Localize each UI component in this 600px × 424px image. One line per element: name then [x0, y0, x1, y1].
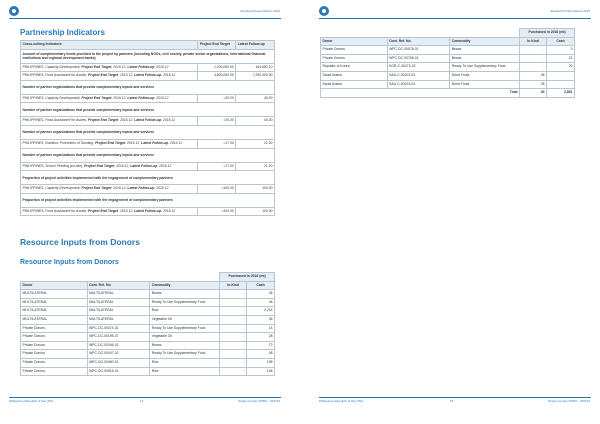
contract-ref-cell: MULTILATERAL	[87, 298, 150, 307]
column-header: Cont. Ref. No.	[87, 281, 150, 290]
table-row	[21, 350, 275, 359]
followup-label: Latest Follow-up	[134, 118, 162, 123]
target-date: 2016.12	[119, 118, 133, 123]
indicator-label: Number of partner organizations that provide complementary inputs and services	[21, 103, 275, 117]
footer-project: Single Country PRRO - 200743	[548, 399, 590, 403]
table-row	[321, 71, 575, 80]
resource-header-row	[21, 281, 275, 290]
followup-label: Latest Follow-up	[130, 163, 158, 168]
inkind-cell: 35	[520, 71, 547, 80]
inkind-cell: -	[220, 358, 247, 367]
followup-label: Latest Follow-up	[127, 95, 155, 100]
resource-subheading: Resource Inputs from Donors	[20, 259, 119, 266]
indicator-row	[21, 103, 275, 117]
cash-cell: 36	[247, 315, 275, 324]
target-value: =100.00	[198, 185, 236, 194]
commodity-cell: Beans	[150, 290, 220, 299]
table-row	[21, 333, 275, 342]
table-row	[321, 54, 575, 63]
contract-ref-cell: WPC-DC-00460-01	[87, 358, 150, 367]
target-date: 2016.12	[127, 140, 140, 145]
commodity-cell: Beans	[450, 54, 520, 63]
left-page	[0, 0, 290, 424]
footer-rule	[9, 397, 281, 398]
donor-cell: Private Donors	[321, 46, 388, 55]
cash-cell: 14	[247, 324, 275, 333]
contract-ref-cell: WPC-DC-00195-07	[87, 333, 150, 342]
activity-cell: PHILIPPINES, School Feeding (on-site), Project End Target: 2016.12, Latest Follow-up: 2016.12	[21, 162, 198, 171]
activity-name: PHILIPPINES, Food Assistance for Assets	[22, 73, 87, 78]
activity-cell: PHILIPPINES, Capacity Development, Project End Target: 2016.12, Latest Follow-up: 2016.12	[21, 94, 198, 103]
column-header: In-Kind	[520, 37, 547, 46]
followup-label: Latest Follow-up	[127, 64, 155, 69]
cash-cell: 46	[247, 298, 275, 307]
inkind-cell: -	[520, 46, 547, 55]
inkind-cell: 35	[520, 80, 547, 89]
target-date: 2016.12	[113, 64, 126, 69]
table-row	[21, 315, 275, 324]
contract-ref-cell: WPC-DC-00447-02	[87, 350, 150, 359]
activity-name: PHILIPPINES, Capacity Development	[22, 186, 80, 191]
indicator-row	[21, 171, 275, 185]
table-row	[21, 358, 275, 367]
header-rule	[319, 18, 591, 19]
footer-country: Philippines (Republic of the) (PH)	[319, 399, 364, 403]
contract-ref-cell: WPC-DC-00578-01	[387, 46, 450, 55]
donor-cell: MULTILATERAL	[21, 290, 88, 299]
contract-ref-cell: WPC-DC-00474-01	[87, 324, 150, 333]
activity-name: PHILIPPINES, School Feeding (on-site)	[22, 163, 83, 168]
donor-cell: Private Donors	[21, 358, 88, 367]
target-value: =17.00	[198, 139, 236, 148]
donor-cell: MULTILATERAL	[21, 315, 88, 324]
donor-cell: MULTILATERAL	[21, 298, 88, 307]
cash-cell: 72	[247, 341, 275, 350]
donor-cell: Private Donors	[21, 324, 88, 333]
column-header: Commodity	[150, 281, 220, 290]
target-date: 2016.12	[119, 208, 133, 213]
footer-rule	[319, 397, 591, 398]
followup-value: 40.00	[236, 117, 275, 126]
table-row	[21, 341, 275, 350]
donor-cell: Private Donors	[21, 333, 88, 342]
table-row	[21, 298, 275, 307]
cash-cell: -	[547, 71, 575, 80]
total-row	[321, 89, 575, 98]
inkind-cell: -	[520, 54, 547, 63]
commodity-cell: Ready To Use Supplementary Food	[450, 63, 520, 72]
activity-row	[21, 63, 275, 72]
inkind-cell: -	[220, 315, 247, 324]
resource-header-row	[321, 37, 575, 46]
table-row	[21, 290, 275, 299]
purchased-row	[21, 273, 275, 282]
indicator-row	[21, 148, 275, 162]
cash-cell: 21	[547, 54, 575, 63]
followup-date: 2016.12	[162, 73, 176, 78]
target-value: =17.00	[198, 162, 236, 171]
target-value: =20.00	[198, 94, 236, 103]
inkind-cell: -	[220, 341, 247, 350]
partnership-body	[21, 49, 275, 216]
followup-date: 2016.12	[169, 140, 183, 145]
commodity-cell: Rice	[150, 358, 220, 367]
contract-ref-cell: SAU-C-00103-04	[387, 80, 450, 89]
resource-body	[21, 290, 275, 376]
inkind-cell: -	[220, 367, 247, 376]
target-date: 2016.12	[113, 95, 126, 100]
indicator-label: Number of partner organizations that provide complementary inputs and services	[21, 125, 275, 139]
target-label: Project End Target	[95, 140, 126, 145]
inkind-cell: -	[220, 298, 247, 307]
indicator-label: Proportion of project activities implemented with the engagement of complementary partners	[21, 193, 275, 207]
column-header: Donor	[321, 37, 388, 46]
activity-cell: PHILIPPINES, Food Assistance for Assets, Project End Target: 2016.12, Latest Follow-up: 2016.12	[21, 117, 198, 126]
commodity-cell: Vegetable Oil	[150, 333, 220, 342]
cash-cell: -	[547, 80, 575, 89]
commodity-cell: Rice	[150, 307, 220, 316]
table-row	[321, 63, 575, 72]
resource-heading: Resource Inputs from Donors	[20, 237, 140, 247]
indicator-row	[21, 80, 275, 94]
right-page	[310, 0, 600, 424]
followup-value: 7,290,000.00	[236, 72, 275, 81]
target-value: =20.00	[198, 117, 236, 126]
column-header: Cross-cutting Indicators	[21, 41, 198, 50]
indicator-label: Proportion of project activities implemented with the engagement of complementary partners	[21, 171, 275, 185]
column-header: Cash	[247, 281, 275, 290]
followup-label: Latest Follow-up	[141, 140, 169, 145]
resource-table	[20, 272, 275, 376]
table-row	[21, 367, 275, 376]
target-label: Project End Target	[88, 208, 119, 213]
activity-cell: PHILIPPINES, Capacity Development, Project End Target: 2016.12, Latest Follow-up: 2016.12	[21, 63, 198, 72]
activity-row	[21, 207, 275, 216]
activity-row	[21, 72, 275, 81]
cash-cell: 2,214	[247, 307, 275, 316]
followup-label: Latest Follow-up	[134, 208, 162, 213]
followup-date: 2016.12	[156, 64, 169, 69]
target-value: 1,200,000.00	[198, 63, 236, 72]
cash-cell: 48	[247, 350, 275, 359]
target-date: 2016.12	[116, 163, 129, 168]
followup-date: 2016.12	[156, 186, 169, 191]
table-row	[21, 324, 275, 333]
footer-country: Philippines (Republic of the) (PH)	[9, 399, 54, 403]
target-label: Project End Target	[88, 73, 119, 78]
column-header: Commodity	[450, 37, 520, 46]
partnership-title: Partnership Indicators	[20, 28, 105, 37]
activity-row	[21, 139, 275, 148]
contract-ref-cell: KOR-C-00470-02	[387, 63, 450, 72]
purchased-label: Purchased in 2016 (mt)	[220, 273, 275, 282]
activity-name: PHILIPPINES, Food Assistance for Assets	[22, 118, 87, 123]
followup-value: 21.00	[236, 139, 275, 148]
table-row	[21, 307, 275, 316]
inkind-cell: -	[220, 290, 247, 299]
target-label: Project End Target	[88, 118, 119, 123]
followup-label: Latest Follow-up	[127, 186, 155, 191]
header-rule	[9, 18, 281, 19]
target-label: Project End Target	[81, 64, 112, 69]
indicator-label: Number of partner organizations that provide complementary inputs and services	[21, 80, 275, 94]
target-label: Project End Target	[84, 163, 115, 168]
inkind-cell: -	[220, 350, 247, 359]
donor-cell: Private Donors	[21, 350, 88, 359]
donor-cell: Republic of Korea	[321, 63, 388, 72]
activity-row	[21, 162, 275, 171]
followup-label: Latest Follow-up	[134, 73, 162, 78]
activity-name: PHILIPPINES, Food Assistance for Assets	[22, 208, 87, 213]
commodity-cell: Beans	[150, 341, 220, 350]
commodity-cell: Dried Fruits	[450, 71, 520, 80]
inkind-cell: -	[220, 324, 247, 333]
table-row	[321, 46, 575, 55]
cash-cell: 20	[547, 63, 575, 72]
cash-cell: 106	[247, 367, 275, 376]
column-header: Donor	[21, 281, 88, 290]
commodity-cell: Ready To Use Supplementary Food	[150, 298, 220, 307]
table-row	[321, 80, 575, 89]
indicator-row	[21, 49, 275, 63]
page-gutter	[290, 0, 310, 424]
inkind-cell: -	[220, 307, 247, 316]
purchased-label: Purchased in 2016 (mt)	[520, 29, 575, 38]
inkind-cell: -	[220, 333, 247, 342]
column-header: Cash	[547, 37, 575, 46]
indicator-row	[21, 193, 275, 207]
total-label: Total	[321, 89, 520, 98]
cash-cell: 36	[247, 290, 275, 299]
cash-cell: 9	[547, 46, 575, 55]
purchased-row	[321, 29, 575, 38]
header-text: Standard Project Report 2016	[240, 9, 280, 13]
activity-name: PHILIPPINES, Capacity Development	[22, 64, 80, 69]
page-number: 15	[450, 399, 454, 403]
contract-ref-cell: WPC-DC-00346-02	[87, 341, 150, 350]
footer-project: Single Country PRRO - 200743	[238, 399, 280, 403]
activity-name: PHILIPPINES, Capacity Development	[22, 95, 80, 100]
contract-ref-cell: WPC-DC-00515-01	[87, 367, 150, 376]
target-date: 2016.12	[113, 186, 126, 191]
indicator-label: Amount of complementary funds provided to the project by partners (including NGOs, civil society, private sector organizations, international financial institutions and regional development banks)	[21, 49, 275, 63]
commodity-cell: Dried Fruits	[450, 80, 520, 89]
column-header: Latest Follow-up	[236, 41, 275, 50]
followup-value: 40.00	[236, 94, 275, 103]
commodity-cell: Rice	[150, 367, 220, 376]
contract-ref-cell: SAU-C-00103-03	[387, 71, 450, 80]
activity-name: PHILIPPINES, Nutrition: Prevention of Stunting	[22, 140, 94, 145]
donor-cell: Private Donors	[21, 341, 88, 350]
donor-cell: Saudi Arabia	[321, 80, 388, 89]
partnership-header-row	[21, 41, 275, 50]
commodity-cell: Ready To Use Supplementary Food	[150, 324, 220, 333]
cash-cell: 28	[247, 333, 275, 342]
commodity-cell: Vegetable Oil	[150, 315, 220, 324]
followup-date: 2016.12	[159, 163, 172, 168]
followup-value: 100.00	[236, 185, 275, 194]
target-value: 4,800,000.00	[198, 72, 236, 81]
inkind-cell: -	[520, 63, 547, 72]
activity-row	[21, 117, 275, 126]
contract-ref-cell: MULTILATERAL	[87, 290, 150, 299]
donor-cell: Private Donors	[21, 367, 88, 376]
activity-row	[21, 185, 275, 194]
page-number: 14	[140, 399, 144, 403]
contract-ref-cell: MULTILATERAL	[87, 315, 150, 324]
column-header: Project End Target	[198, 41, 236, 50]
activity-cell: PHILIPPINES, Food Assistance for Assets, Project End Target: 2016.12, Latest Follow-up: 2016.12	[21, 72, 198, 81]
column-header: In-Kind	[220, 281, 247, 290]
activity-cell: PHILIPPINES, Food Assistance for Assets, Project End Target: 2016.12, Latest Follow-up: 2016.12	[21, 207, 198, 216]
resource-body	[321, 46, 575, 89]
wfp-logo-icon	[9, 6, 19, 16]
target-value: =100.00	[198, 207, 236, 216]
followup-value: 100.00	[236, 207, 275, 216]
commodity-cell: Ready To Use Supplementary Food	[150, 350, 220, 359]
header-text: Standard Project Report 2016	[550, 9, 590, 13]
total-inkind: 40	[520, 89, 547, 98]
followup-date: 2016.12	[156, 95, 169, 100]
donor-cell: Private Donors	[321, 54, 388, 63]
resource-table-continued	[320, 28, 575, 98]
target-date: 2016.12	[119, 73, 133, 78]
activity-cell: PHILIPPINES, Nutrition: Prevention of Stunting, Project End Target: 2016.12, Latest Follow-up: 2016.12	[21, 139, 198, 148]
donor-cell: Saudi Arabia	[321, 71, 388, 80]
target-label: Project End Target	[81, 95, 112, 100]
cash-cell: 198	[247, 358, 275, 367]
donor-cell: MULTILATERAL	[21, 307, 88, 316]
activity-row	[21, 94, 275, 103]
followup-date: 2016.12	[162, 118, 176, 123]
indicator-label: Number of partner organizations that provide complementary inputs and services	[21, 148, 275, 162]
contract-ref-cell: MULTILATERAL	[87, 307, 150, 316]
followup-date: 2016.12	[162, 208, 176, 213]
partnership-table	[20, 40, 275, 216]
total-cash: 2,851	[547, 89, 575, 98]
wfp-logo-icon	[319, 6, 329, 16]
contract-ref-cell: WPC-DC-00758-01	[387, 54, 450, 63]
indicator-row	[21, 125, 275, 139]
followup-value: 21.00	[236, 162, 275, 171]
followup-value: 164,682.10	[236, 63, 275, 72]
target-label: Project End Target	[81, 186, 112, 191]
commodity-cell: Beans	[450, 46, 520, 55]
column-header: Cont. Ref. No.	[387, 37, 450, 46]
activity-cell: PHILIPPINES, Capacity Development, Project End Target: 2016.12, Latest Follow-up: 2016.12	[21, 185, 198, 194]
